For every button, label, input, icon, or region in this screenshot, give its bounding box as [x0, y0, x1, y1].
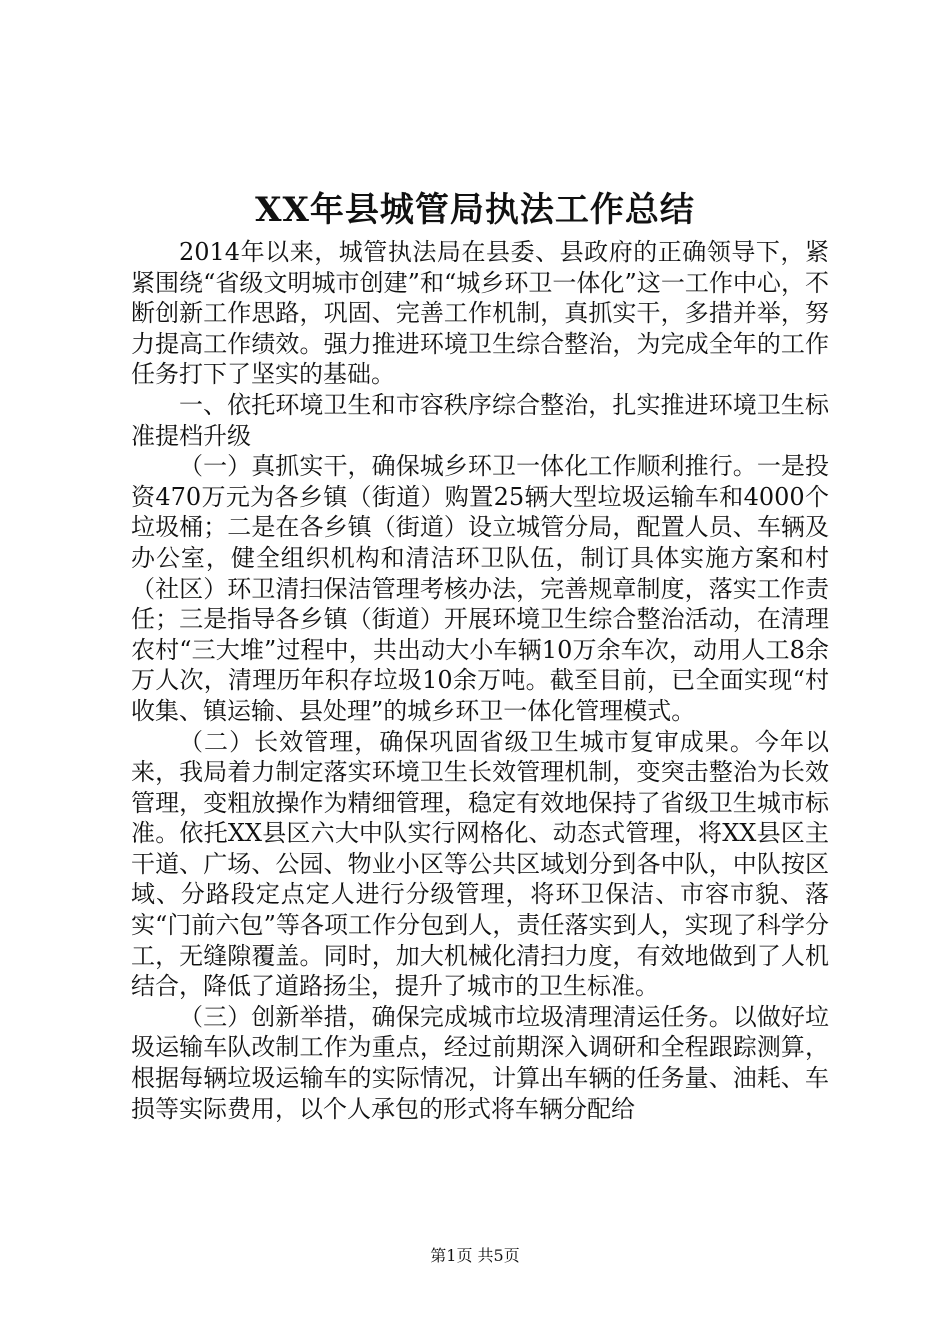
paragraph-item-2: （二）长效管理，确保巩固省级卫生城市复审成果。今年以来，我局着力制定落实环境卫生长效管理机制，变突击整治为长效管理，变粗放操作为精细管理，稳定有效地保持了省级卫生城市标准。依托XX县区六大中队实行网格化、动态式管理，将XX县区主干道、广场、公园、物业小区等公共区域划分到各中队，中队按区域、分路段定点定人进行分级管理，将环卫保洁、市容市貌、落实“门前六包”等各项工作分包到人，责任落实到人，实现了科学分工，无缝隙覆盖。同时，加大机械化清扫力度，有效地做到了人机结合，降低了道路扬尘，提升了城市的卫生标准。: [131, 727, 829, 1001]
document-title: XX年县城管局执法工作总结: [255, 190, 695, 230]
page-number-footer: 第1页 共5页: [430, 1246, 520, 1265]
paragraph-item-3: （三）创新举措，确保完成城市垃圾清理清运任务。以做好垃圾运输车队改制工作为重点，经过前期深入调研和全程跟踪测算，根据每辆垃圾运输车的实际情况，计算出车辆的任务量、油耗、车损等实际费用，以个人承包的形式将车辆分配给: [131, 1002, 829, 1123]
document-body: [131, 237, 829, 1124]
paragraph-item-1: （一）真抓实干，确保城乡环卫一体化工作顺利推行。一是投资470万元为各乡镇（街道）购置25辆大型垃圾运输车和4000个垃圾桶；二是在各乡镇（街道）设立城管分局，配置人员、车辆及办公室，健全组织机构和清洁环卫队伍，制订具体实施方案和村（社区）环卫清扫保洁管理考核办法，完善规章制度，落实工作责任；三是指导各乡镇（街道）开展环境卫生综合整治活动，在清理农村“三大堆”过程中，共出动大小车辆10万余车次，动用人工8余万人次，清理历年积存垃圾10余万吨。截至目前，已全面实现“村收集、镇运输、县处理”的城乡环卫一体化管理模式。: [131, 452, 829, 725]
paragraph-section-heading: 一、依托环境卫生和市容秩序综合整治，扎实推进环境卫生标准提档升级: [131, 390, 829, 450]
paragraph-intro: 2014年以来，城管执法局在县委、县政府的正确领导下，紧紧围绕“省级文明城市创建”和“城乡环卫一体化”这一工作中心，不断创新工作思路，巩固、完善工作机制，真抓实干，多措并举，努力提高工作绩效。强力推进环境卫生综合整治，为完成全年的工作任务打下了坚实的基础。: [131, 238, 829, 389]
